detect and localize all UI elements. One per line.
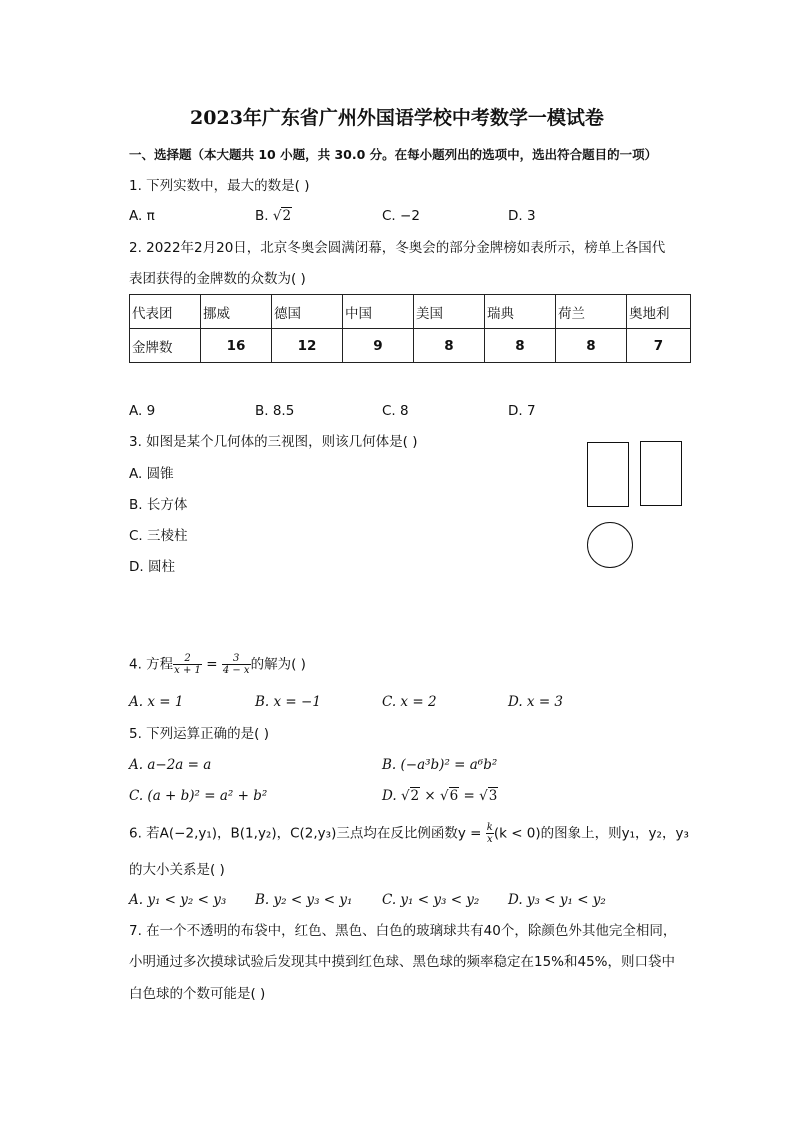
q4-option-a: A. x = 1	[129, 694, 184, 710]
medal-table	[129, 294, 691, 363]
q7-text-line1: 7. 在一个不透明的布袋中，红色、黑色、白色的玻璃球共有40个，除颜色外其他完全相同，	[129, 923, 677, 939]
side-view-rectangle	[640, 441, 682, 506]
q1-option-d: D. 3	[508, 208, 536, 224]
table-cell: 16	[201, 329, 272, 363]
q4-option-c: C. x = 2	[382, 694, 437, 710]
table-row-label: 金牌数	[130, 329, 201, 363]
q2-text-line1: 2. 2022年2月20日，北京冬奥会圆满闭幕，冬奥会的部分金牌榜如表所示，榜单上各国代	[129, 240, 666, 256]
table-header-cell: 美国	[414, 295, 485, 329]
front-view-rectangle	[587, 442, 629, 507]
table-header-row	[130, 295, 691, 329]
q7-text-line2: 小明通过多次摸球试验后发现其中摸到红色球、黑色球的频率稳定在15%和45%，则口袋中	[129, 954, 676, 970]
q1-option-b: B. √2	[255, 208, 292, 224]
table-header-cell: 瑞典	[485, 295, 556, 329]
table-cell: 12	[272, 329, 343, 363]
q3-text: 3. 如图是某个几何体的三视图，则该几何体是( )	[129, 434, 418, 450]
q6-text-line1: 6. 若A(−2,y₁)，B(1,y₂)，C(2,y₃)三点均在反比例函数y = $\frac{k}{x}$ (k < 0)的图象上，则y₁，y₂，y₃	[129, 822, 689, 845]
table-header-cell: 奥地利	[627, 295, 691, 329]
q3-option-d: D. 圆柱	[129, 559, 175, 575]
q5-option-a: A. a−2a = a	[129, 757, 212, 773]
table-header-cell: 德国	[272, 295, 343, 329]
q2-option-d: D. 7	[508, 403, 536, 419]
q7-text-line3: 白色球的个数可能是( )	[129, 986, 266, 1002]
q6-option-a: A. y₁ < y₂ < y₃	[129, 892, 227, 908]
q1-option-c: C. −2	[382, 208, 420, 224]
table-header-cell: 中国	[343, 295, 414, 329]
q6-text-line2: 的大小关系是( )	[129, 862, 225, 878]
table-header-cell: 代表团	[130, 295, 201, 329]
q6-option-b: B. y₂ < y₃ < y₁	[255, 892, 353, 908]
table-cell: 9	[343, 329, 414, 363]
table-row	[130, 329, 691, 363]
page-title: 2023年广东省广州外国语学校中考数学一模试卷	[190, 107, 604, 129]
q2-option-b: B. 8.5	[255, 403, 295, 419]
table-cell: 8	[414, 329, 485, 363]
table-header-cell: 荷兰	[556, 295, 627, 329]
fraction-right: $\frac{3}{4 - x}$	[222, 653, 250, 676]
top-view-circle	[587, 522, 633, 568]
q3-option-a: A. 圆锥	[129, 466, 174, 482]
q5-option-d: D. √2 × √6 = √3	[382, 788, 498, 804]
q1-option-a: A. π	[129, 208, 155, 224]
table-cell: 7	[627, 329, 691, 363]
q6-option-c: C. y₁ < y₃ < y₂	[382, 892, 480, 908]
q6-option-d: D. y₃ < y₁ < y₂	[508, 892, 606, 908]
q4-option-d: D. x = 3	[508, 694, 564, 710]
table-cell: 8	[485, 329, 556, 363]
q4-option-b: B. x = −1	[255, 694, 321, 710]
q5-option-c: C. (a + b)² = a² + b²	[129, 788, 268, 804]
fraction-left: $\frac{2}{x + 1}$	[174, 653, 201, 676]
q5-text: 5. 下列运算正确的是( )	[129, 726, 269, 742]
q2-option-c: C. 8	[382, 403, 409, 419]
table-header-cell: 挪威	[201, 295, 272, 329]
q4-text: 4. 方程 $\frac{2}{x + 1}$ = $\frac{3}{4 - x}$ 的解为( )	[129, 653, 306, 676]
q3-option-b: B. 长方体	[129, 497, 188, 513]
fraction-k-over-x: $\frac{k}{x}$	[486, 822, 493, 845]
q2-option-a: A. 9	[129, 403, 156, 419]
q2-text-line2: 表团获得的金牌数的众数为( )	[129, 271, 306, 287]
q3-option-c: C. 三棱柱	[129, 528, 188, 544]
q5-option-b: B. (−a³b)² = a⁶b²	[382, 757, 498, 773]
section-heading: 一、选择题（本大题共 10 小题，共 30.0 分。在每小题列出的选项中，选出符合题目的一项）	[129, 147, 658, 162]
q1-text: 1. 下列实数中，最大的数是( )	[129, 178, 310, 194]
table-cell: 8	[556, 329, 627, 363]
